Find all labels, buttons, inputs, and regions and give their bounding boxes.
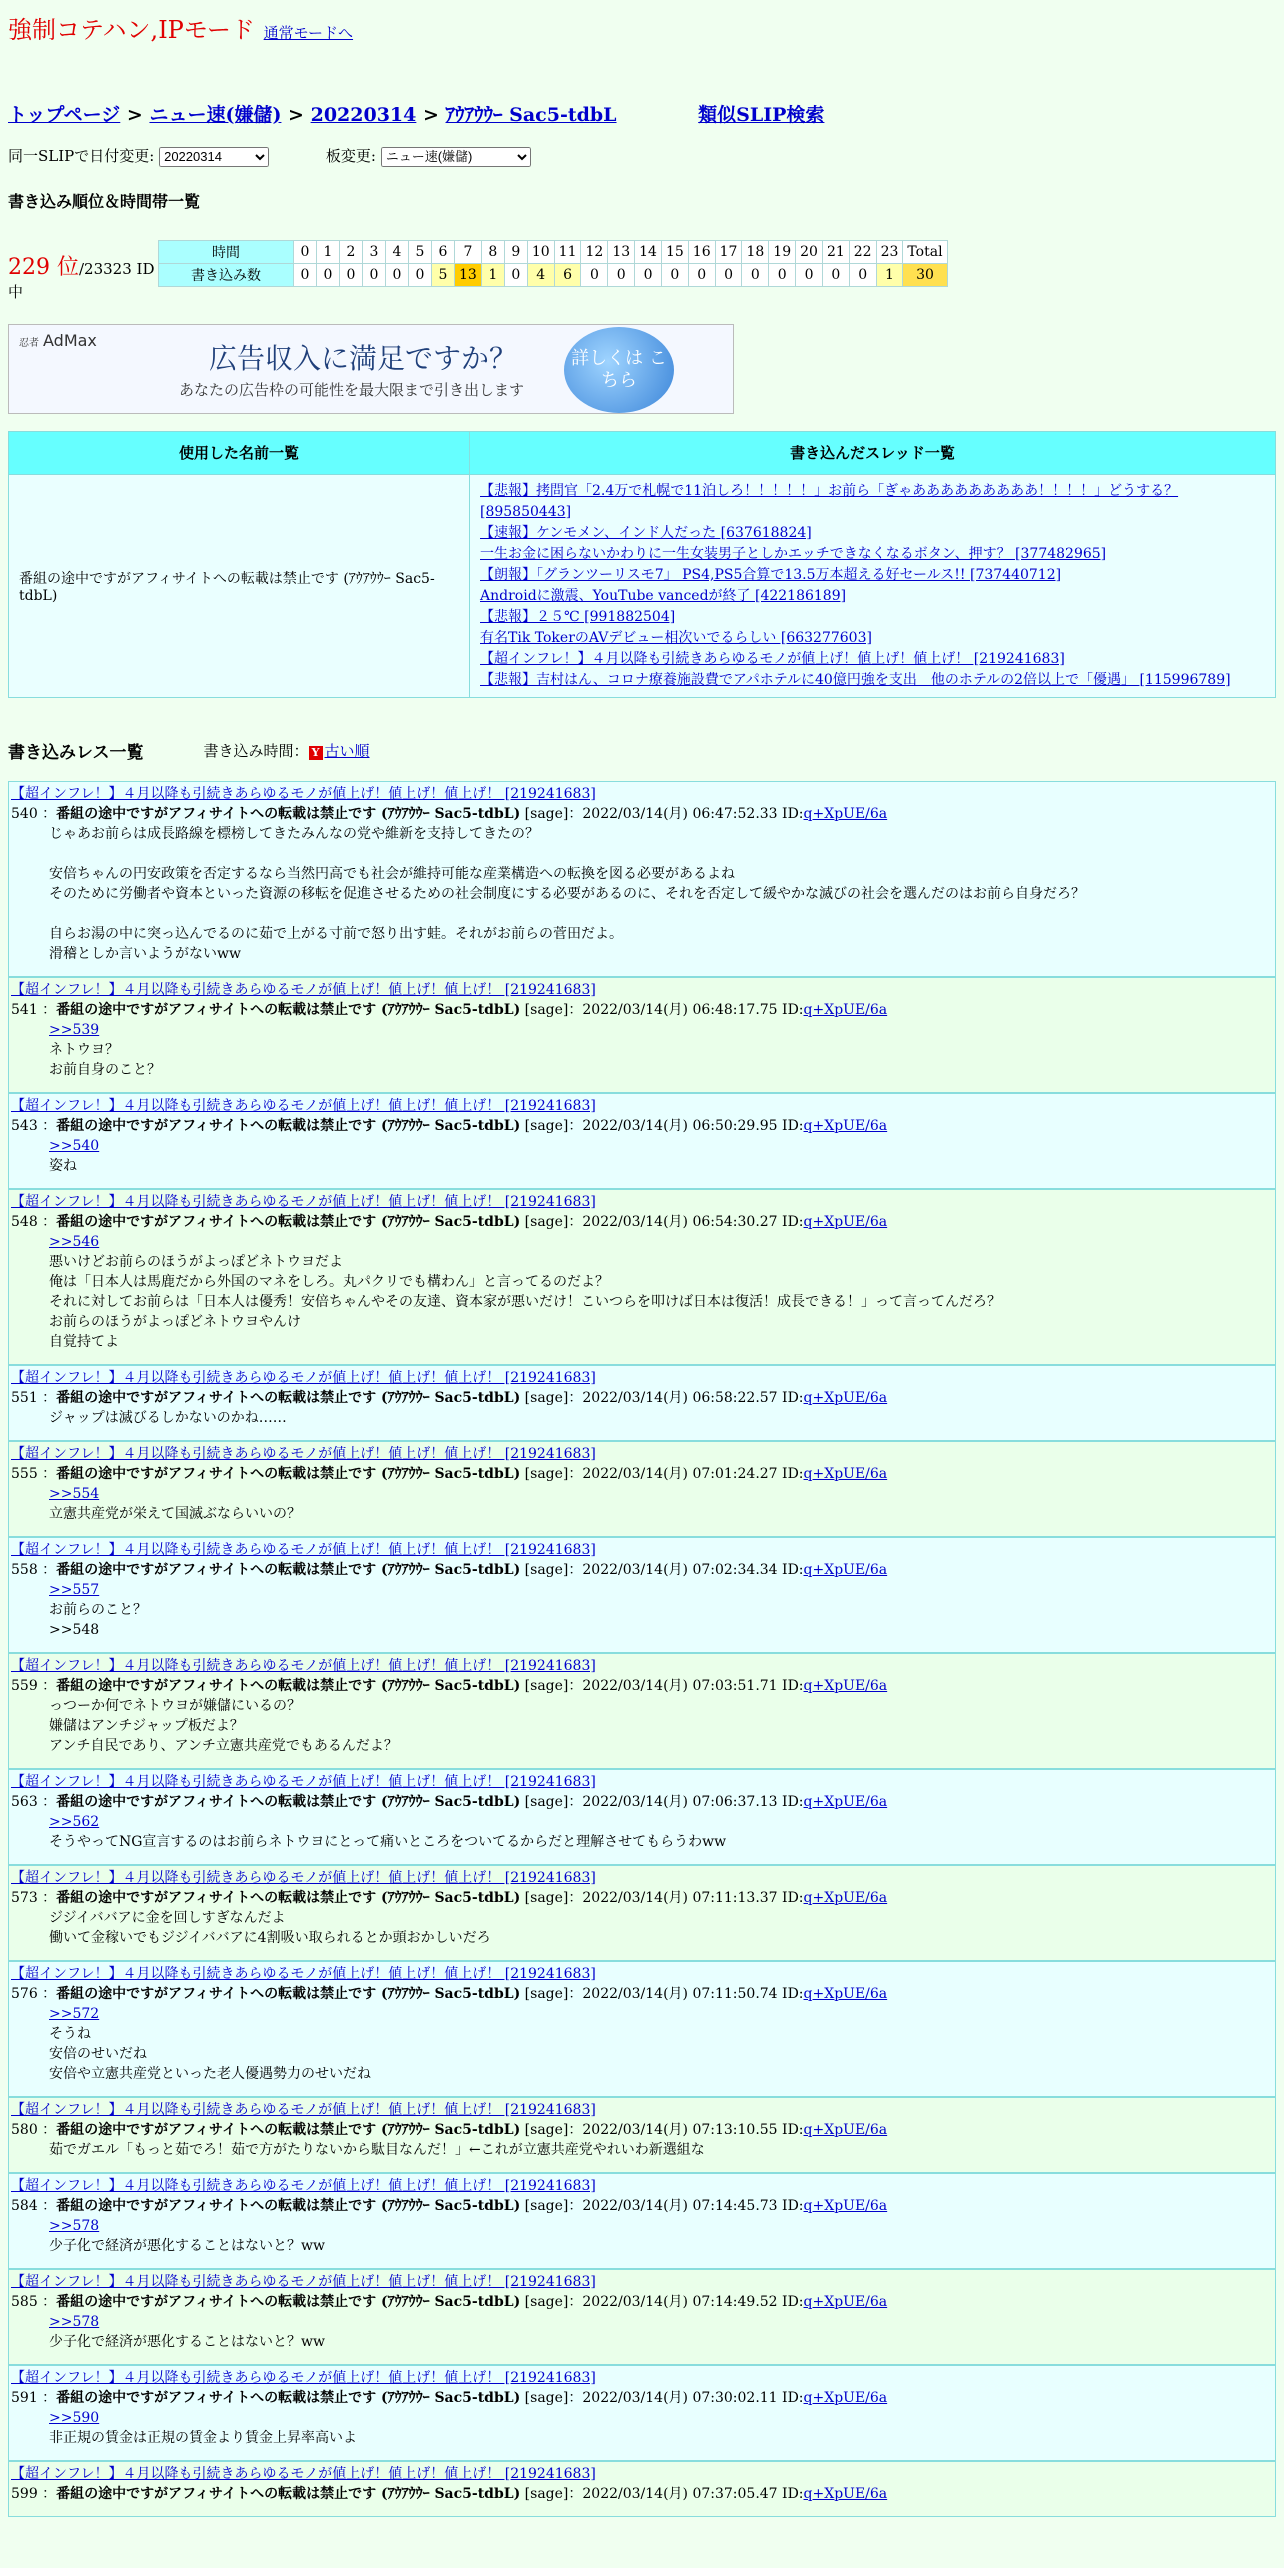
post-date: 2022/03/14(月) 07:13:10.55	[582, 2121, 783, 2138]
count-cell: 0	[504, 263, 527, 286]
poster-name: 番組の途中ですがアフィサイトへの転載は禁止です (ｱｳｱｳｳｰ Sac5-tdbL)	[56, 2293, 521, 2310]
count-cell: 0	[409, 263, 432, 286]
reply-anchor-link[interactable]: >>546	[49, 1233, 100, 1250]
hour-cell: 22	[849, 240, 876, 263]
count-cell: 0	[386, 263, 409, 286]
similar-slip-search-link[interactable]: 類似SLIP検索	[698, 104, 825, 126]
post-date: 2022/03/14(月) 06:48:17.75	[582, 1001, 783, 1018]
hour-cell: 13	[608, 240, 635, 263]
post-date: 2022/03/14(月) 07:01:24.27	[582, 1465, 783, 1482]
breadcrumb	[8, 100, 1276, 127]
post-meta	[11, 2292, 1275, 2312]
post-body: ジャップは滅びるしかないのかね……	[49, 1409, 287, 1426]
count-cell: 5	[432, 263, 455, 286]
reply-anchor-link[interactable]: >>572	[49, 2005, 100, 2022]
overview-table	[8, 431, 1276, 698]
post-id-label: ID:	[782, 1389, 804, 1406]
count-row-label: 書き込み数	[159, 263, 294, 286]
reply-anchor-link[interactable]: >>578	[49, 2313, 100, 2330]
post-item	[8, 1653, 1276, 1769]
overview-body-row	[9, 474, 1276, 697]
post-body: 立憲共産党が栄えて国滅ぶならいいの？	[49, 1505, 301, 1522]
count-cell: 0	[769, 263, 796, 286]
order-control	[204, 740, 370, 761]
post-item	[8, 1441, 1276, 1537]
post-item	[8, 2365, 1276, 2461]
post-number: 543 ：	[11, 1117, 57, 1134]
breadcrumb-top-link[interactable]: トップページ	[8, 104, 121, 126]
time-row-label: 時間	[159, 240, 294, 263]
oldest-first-link[interactable]: 古い順	[324, 741, 370, 760]
post-id-label: ID:	[782, 2293, 804, 2310]
poster-name: 番組の途中ですがアフィサイトへの転載は禁止です (ｱｳｱｳｳｰ Sac5-tdbL)	[56, 2389, 521, 2406]
post-body: 姿ね	[49, 1157, 77, 1174]
post-id-link[interactable]: q+XpUE/6a	[803, 2389, 888, 2406]
post-item	[8, 1537, 1276, 1653]
breadcrumb-separator: >	[281, 104, 311, 126]
post-id-label: ID:	[782, 805, 804, 822]
mode-title: 強制コテハン,IPモード	[8, 16, 255, 44]
hour-cell: 3	[363, 240, 386, 263]
post-date: 2022/03/14(月) 06:50:29.95	[582, 1117, 783, 1134]
post-meta	[11, 804, 1275, 824]
post-sage: [sage]：	[524, 1117, 583, 1134]
post-date: 2022/03/14(月) 07:03:51.71	[582, 1677, 783, 1694]
post-id-link[interactable]: q+XpUE/6a	[803, 2121, 888, 2138]
post-id-link[interactable]: q+XpUE/6a	[803, 2293, 888, 2310]
poster-name: 番組の途中ですがアフィサイトへの転載は禁止です (ｱｳｱｳｳｰ Sac5-tdbL)	[56, 1389, 521, 1406]
poster-name: 番組の途中ですがアフィサイトへの転載は禁止です (ｱｳｱｳｳｰ Sac5-tdbL)	[56, 1465, 521, 1482]
post-sage: [sage]：	[524, 2389, 583, 2406]
count-cell: 1	[481, 263, 504, 286]
thread-link[interactable]: 一生お金に困らないかわりに一生女装男子としかエッチできなくなるボタン、押す？ [377482965]	[480, 545, 1107, 562]
post-thread-link[interactable]: 【超インフレ！】４月以降も引続きあらゆるモノが値上げ！値上げ！値上げ！ [219241683]	[11, 1541, 596, 1558]
reply-anchor-link[interactable]: >>590	[49, 2409, 100, 2426]
post-body: ネトウヨ？ お前自身のこと？	[49, 1041, 161, 1078]
rank-heading: 書き込み順位＆時間帯一覧	[8, 191, 201, 211]
post-meta	[11, 1116, 1275, 1136]
poster-name: 番組の途中ですがアフィサイトへの転載は禁止です (ｱｳｱｳｳｰ Sac5-tdbL)	[56, 1561, 521, 1578]
hourly-post-table	[158, 240, 948, 287]
poster-name: 番組の途中ですがアフィサイトへの転載は禁止です (ｱｳｱｳｳｰ Sac5-tdbL)	[56, 1889, 521, 1906]
post-id-link[interactable]: q+XpUE/6a	[803, 1889, 888, 1906]
thread-link[interactable]: 【超インフレ！】４月以降も引続きあらゆるモノが値上げ！値上げ！値上げ！ [219241683]	[480, 650, 1065, 667]
hour-cell: 20	[796, 240, 823, 263]
post-number: 548 ：	[11, 1213, 57, 1230]
hour-cell: 15	[661, 240, 688, 263]
count-cell: 0	[715, 263, 742, 286]
count-cell: 0	[796, 263, 823, 286]
reply-anchor-link[interactable]: >>539	[49, 1021, 100, 1038]
poster-name: 番組の途中ですがアフィサイトへの転載は禁止です (ｱｳｱｳｳｰ Sac5-tdbL)	[56, 1677, 521, 1694]
post-number: 558 ：	[11, 1561, 57, 1578]
post-number: 584 ：	[11, 2197, 57, 2214]
post-id-link[interactable]: q+XpUE/6a	[803, 1985, 888, 2002]
post-sage: [sage]：	[524, 1889, 583, 1906]
hour-cell: 14	[635, 240, 662, 263]
hour-cell: 9	[504, 240, 527, 263]
post-sage: [sage]：	[524, 1677, 583, 1694]
breadcrumb-board-link[interactable]: ニュー速(嫌儲)	[149, 104, 282, 126]
post-thread-link[interactable]: 【超インフレ！】４月以降も引続きあらゆるモノが値上げ！値上げ！値上げ！ [219241683]	[11, 2465, 596, 2482]
hour-cell: 2	[340, 240, 363, 263]
post-number: 551 ：	[11, 1389, 57, 1406]
count-cell: 0	[742, 263, 769, 286]
post-id-link[interactable]: q+XpUE/6a	[803, 1389, 888, 1406]
hour-cell: 5	[409, 240, 432, 263]
post-sage: [sage]：	[524, 805, 583, 822]
count-cell: 0	[849, 263, 876, 286]
post-thread-link[interactable]: 【超インフレ！】４月以降も引続きあらゆるモノが値上げ！値上げ！値上げ！ [219241683]	[11, 1773, 596, 1790]
post-thread-link[interactable]: 【超インフレ！】４月以降も引続きあらゆるモノが値上げ！値上げ！値上げ！ [219241683]	[11, 1369, 596, 1386]
rank-summary	[8, 240, 158, 302]
post-id-label: ID:	[782, 1561, 804, 1578]
post-thread-link[interactable]: 【超インフレ！】４月以降も引続きあらゆるモノが値上げ！値上げ！値上げ！ [219241683]	[11, 1657, 596, 1674]
hour-cell: 11	[554, 240, 581, 263]
post-number: 540 ：	[11, 805, 57, 822]
post-body: そうやってNG宣言するのはお前らネトウヨにとって痛いところをついてるからだと理解させてもらうわww	[49, 1833, 727, 1850]
selector-row	[8, 145, 1276, 167]
poster-name: 番組の途中ですがアフィサイトへの転載は禁止です (ｱｳｱｳｳｰ Sac5-tdbL)	[56, 1793, 521, 1810]
post-number: 559 ：	[11, 1677, 57, 1694]
mode-header	[8, 0, 1276, 48]
thread-link[interactable]: 有名Tik TokerのAVデビュー相次いでるらしい [663277603]	[480, 629, 872, 646]
post-meta	[11, 1560, 1275, 1580]
count-cell: 0	[635, 263, 662, 286]
post-body: 非正規の賃金は正規の賃金より賃金上昇率高いよ	[49, 2429, 357, 2446]
post-number: 541 ：	[11, 1001, 57, 1018]
normal-mode-link[interactable]: 通常モードへ	[263, 24, 354, 42]
post-id-label: ID:	[782, 2121, 804, 2138]
post-id-link[interactable]: q+XpUE/6a	[803, 805, 888, 822]
ad-detail-button[interactable]: 詳しくは こちら	[564, 327, 674, 413]
hour-cell: 19	[769, 240, 796, 263]
post-id-label: ID:	[782, 1213, 804, 1230]
post-sage: [sage]：	[524, 2197, 583, 2214]
sort-order-icon: Y	[309, 746, 323, 760]
hour-cell: 8	[481, 240, 504, 263]
breadcrumb-separator: >	[416, 104, 446, 126]
post-body: じゃあお前らは成長路線を標榜してきたみんなの党や維新を支持してきたの？ 安倍ちゃんの円安政策を否定するなら当然円高でも社会が維持可能な産業構造への転換を図る必要があるよね そのために労働者や資本といった資源の移転を促進させるための社会制度にする必要があるのに、それを否定して緩やかな滅びの社会を選んだのはお前ら自身だろ？ 自らお湯の中に突っ込んでるのに茹で上がる寸前で怒り出す蛙。それがお前らの菅田だよ。 滑稽としか言いようがないww	[49, 825, 1085, 962]
post-meta	[11, 2484, 1275, 2504]
post-id-link[interactable]: q+XpUE/6a	[803, 1213, 888, 1230]
hour-cell: 18	[742, 240, 769, 263]
count-cell: 0	[317, 263, 340, 286]
reply-anchor-link[interactable]: >>540	[49, 1137, 100, 1154]
count-cell: 0	[340, 263, 363, 286]
post-date: 2022/03/14(月) 07:06:37.13	[582, 1793, 783, 1810]
breadcrumb-slip-link[interactable]: ｱｳｱｳｳｰ Sac5-tdbL	[445, 104, 617, 126]
post-item	[8, 2269, 1276, 2365]
post-thread-link[interactable]: 【超インフレ！】４月以降も引続きあらゆるモノが値上げ！値上げ！値上げ！ [219241683]	[11, 1965, 596, 1982]
post-body: ジジイババアに金を回しすぎなんだよ 働いて金稼いでもジジイババアに4割吸い取られるとか頭おかしいだろ	[49, 1909, 491, 1946]
post-item	[8, 1769, 1276, 1865]
poster-name: 番組の途中ですがアフィサイトへの転載は禁止です (ｱｳｱｳｳｰ Sac5-tdbL)	[56, 1117, 521, 1134]
post-meta	[11, 2388, 1275, 2408]
breadcrumb-date-link[interactable]: 20220314	[310, 104, 417, 126]
post-sage: [sage]：	[524, 1389, 583, 1406]
thread-link[interactable]: 【悲報】吉村はん、コロナ療養施設費でアパホテルに40億円強を支出 他のホテルの2倍以上で「優遇」 [115996789]	[480, 671, 1231, 688]
post-thread-link[interactable]: 【超インフレ！】４月以降も引続きあらゆるモノが値上げ！値上げ！値上げ！ [219241683]	[11, 1445, 596, 1462]
used-name-cell: 番組の途中ですがアフィサイトへの転載は禁止です (ｱｳｱｳｳｰ Sac5-tdbL)	[9, 474, 470, 697]
thread-link[interactable]: 【朗報】「グランツーリスモ7」 PS4,PS5合算で13.5万本超える好セールス!! [737440712]	[480, 566, 1062, 583]
post-number: 599 ：	[11, 2485, 57, 2502]
ad-subtext: あなたの広告枠の可能性を最大限まで引き出します	[179, 380, 525, 399]
post-id-link[interactable]: q+XpUE/6a	[803, 2197, 888, 2214]
hour-cell: 12	[581, 240, 608, 263]
thread-link[interactable]: 【速報】ケンモメン、インド人だった [637618824]	[480, 524, 812, 541]
post-id-label: ID:	[782, 1117, 804, 1134]
post-date: 2022/03/14(月) 07:14:49.52	[582, 2293, 783, 2310]
count-cell: 0	[688, 263, 715, 286]
breadcrumb-separator: >	[120, 104, 150, 126]
hour-cell: 6	[432, 240, 455, 263]
rank-position: 229 位	[8, 254, 79, 280]
names-column-header: 使用した名前一覧	[9, 431, 470, 474]
post-thread-link[interactable]: 【超インフレ！】４月以降も引続きあらゆるモノが値上げ！値上げ！値上げ！ [219241683]	[11, 1193, 596, 1210]
post-sage: [sage]：	[524, 1793, 583, 1810]
count-cell: 0	[363, 263, 386, 286]
ad-brand-small: 忍者	[19, 337, 39, 349]
date-select[interactable]	[159, 147, 269, 167]
count-cell: 0	[608, 263, 635, 286]
count-cell: 6	[554, 263, 581, 286]
post-item	[8, 977, 1276, 1093]
post-id-label: ID:	[782, 2485, 804, 2502]
hour-cell: 1	[317, 240, 340, 263]
reply-anchor-link[interactable]: >>578	[49, 2217, 100, 2234]
date-change-label: 同一SLIPで日付変更:	[8, 147, 155, 165]
hour-cell: 17	[715, 240, 742, 263]
poster-name: 番組の途中ですがアフィサイトへの転載は禁止です (ｱｳｱｳｳｰ Sac5-tdbL)	[56, 1213, 521, 1230]
hour-cell: 7	[455, 240, 482, 263]
count-cell: 13	[455, 263, 482, 286]
post-id-link[interactable]: q+XpUE/6a	[803, 1793, 888, 1810]
ad-headline: 広告収入に満足ですか？	[209, 341, 518, 375]
overview-header-row	[9, 431, 1276, 474]
count-cell: 0	[581, 263, 608, 286]
post-body: 少子化で経済が悪化することはないと？ww	[49, 2333, 325, 2350]
post-sage: [sage]：	[524, 1985, 583, 2002]
poster-name: 番組の途中ですがアフィサイトへの転載は禁止です (ｱｳｱｳｳｰ Sac5-tdbL)	[56, 2197, 521, 2214]
post-id-link[interactable]: q+XpUE/6a	[803, 1001, 888, 1018]
order-label: 書き込み時間：	[203, 741, 309, 760]
ad-brand-name: AdMax	[43, 330, 97, 350]
post-item	[8, 1189, 1276, 1365]
post-sage: [sage]：	[524, 1001, 583, 1018]
post-item	[8, 2097, 1276, 2173]
rank-area	[8, 240, 1276, 302]
post-thread-link[interactable]: 【超インフレ！】４月以降も引続きあらゆるモノが値上げ！値上げ！値上げ！ [219241683]	[11, 2101, 596, 2118]
post-meta	[11, 1888, 1275, 1908]
post-item	[8, 781, 1276, 977]
post-number: 563 ：	[11, 1793, 57, 1810]
post-meta	[11, 1676, 1275, 1696]
post-meta	[11, 2120, 1275, 2140]
post-number: 555 ：	[11, 1465, 57, 1482]
post-meta	[11, 1792, 1275, 1812]
post-body: お前らのこと？ >>548	[49, 1601, 147, 1638]
post-item	[8, 1365, 1276, 1441]
thread-link[interactable]: 【悲報】２５℃ [991882504]	[480, 608, 676, 625]
post-sage: [sage]：	[524, 2485, 583, 2502]
reply-anchor-link[interactable]: >>554	[49, 1485, 100, 1502]
post-date: 2022/03/14(月) 07:14:45.73	[582, 2197, 783, 2214]
post-id-label: ID:	[782, 1889, 804, 1906]
post-date: 2022/03/14(月) 06:58:22.57	[582, 1389, 783, 1406]
post-number: 591 ：	[11, 2389, 57, 2406]
post-meta	[11, 2196, 1275, 2216]
poster-name: 番組の途中ですがアフィサイトへの転載は禁止です (ｱｳｱｳｳｰ Sac5-tdbL)	[56, 805, 521, 822]
hours-row	[159, 240, 948, 263]
post-thread-link[interactable]: 【超インフレ！】４月以降も引続きあらゆるモノが値上げ！値上げ！値上げ！ [219241683]	[11, 981, 596, 998]
post-thread-link[interactable]: 【超インフレ！】４月以降も引続きあらゆるモノが値上げ！値上げ！値上げ！ [219241683]	[11, 785, 596, 802]
poster-name: 番組の途中ですがアフィサイトへの転載は禁止です (ｱｳｱｳｳｰ Sac5-tdbL)	[56, 2485, 521, 2502]
post-id-label: ID:	[782, 1465, 804, 1482]
post-sage: [sage]：	[524, 1561, 583, 1578]
res-list-heading: 書き込みレス一覧	[8, 742, 144, 763]
post-date: 2022/03/14(月) 07:30:02.11	[582, 2389, 783, 2406]
threads-column-header: 書き込んだスレッド一覧	[470, 431, 1276, 474]
count-cell: 4	[527, 263, 554, 286]
post-date: 2022/03/14(月) 07:02:34.34	[582, 1561, 783, 1578]
thread-link[interactable]: 【悲報】拷問官「2.4万で札幌で11泊しろ！！！！！」お前ら「ぎゃあああああああああ！！！！」どうする？ [895850443]	[480, 482, 1179, 520]
post-date: 2022/03/14(月) 07:37:05.47	[582, 2485, 783, 2502]
post-thread-link[interactable]: 【超インフレ！】４月以降も引続きあらゆるモノが値上げ！値上げ！値上げ！ [219241683]	[11, 1869, 596, 1886]
post-body: そうね 安倍のせいだね 安倍や立憲共産党といった老人優遇勢力のせいだね	[49, 2025, 371, 2082]
reply-anchor-link[interactable]: >>562	[49, 1813, 100, 1830]
post-sage: [sage]：	[524, 2121, 583, 2138]
post-thread-link[interactable]: 【超インフレ！】４月以降も引続きあらゆるモノが値上げ！値上げ！値上げ！ [219241683]	[11, 2369, 596, 2386]
thread-list-cell	[470, 474, 1276, 697]
ad-brand	[19, 331, 97, 350]
poster-name: 番組の途中ですがアフィサイトへの転載は禁止です (ｱｳｱｳｳｰ Sac5-tdbL)	[56, 2121, 521, 2138]
post-number: 573 ：	[11, 1889, 57, 1906]
rank-total-ids: /23323 ID中	[8, 259, 155, 301]
reply-anchor-link[interactable]: >>557	[49, 1581, 100, 1598]
post-meta	[11, 1000, 1275, 1020]
counts-row	[159, 263, 948, 286]
post-item	[8, 2173, 1276, 2269]
post-list	[8, 781, 1276, 2517]
post-id-link[interactable]: q+XpUE/6a	[803, 1561, 888, 1578]
count-cell: 0	[294, 263, 317, 286]
post-meta	[11, 1388, 1275, 1408]
post-item	[8, 2461, 1276, 2517]
post-meta	[11, 1212, 1275, 1232]
post-body: 悪いけどお前らのほうがよっぽどネトウヨだよ 俺は「日本人は馬鹿だから外国のマネをしろ。丸パクリでも構わん」と言ってるのだよ？ それに対してお前らは「日本人は優秀！安倍ちゃんやその友達、資本家が悪いだけ！こいつらを叩けば日本は復活！成長できる！」って言ってんだろ？ お前らのほうがよっぽどネトウヨやんけ 自覚持てよ	[49, 1253, 1001, 1350]
post-id-link[interactable]: q+XpUE/6a	[803, 1677, 888, 1694]
post-number: 580 ：	[11, 2121, 57, 2138]
post-number: 576 ：	[11, 1985, 57, 2002]
post-body: っつーか何でネトウヨが嫌儲にいるの？ 嫌儲はアンチジャップ板だよ？ アンチ自民であり、アンチ立憲共産党でもあるんだよ？	[49, 1697, 398, 1754]
poster-name: 番組の途中ですがアフィサイトへの転載は禁止です (ｱｳｱｳｳｰ Sac5-tdbL)	[56, 1985, 521, 2002]
post-id-link[interactable]: q+XpUE/6a	[803, 1465, 888, 1482]
admax-ad-banner[interactable]	[8, 324, 734, 414]
post-sage: [sage]：	[524, 1213, 583, 1230]
post-id-label: ID:	[782, 2197, 804, 2214]
hour-cell: Total	[903, 240, 947, 263]
post-date: 2022/03/14(月) 07:11:50.74	[582, 1985, 783, 2002]
thread-link[interactable]: Androidに激震、YouTube vancedが終了 [422186189]	[480, 587, 847, 604]
post-date: 2022/03/14(月) 06:54:30.27	[582, 1213, 783, 1230]
post-meta	[11, 1984, 1275, 2004]
count-cell: 0	[661, 263, 688, 286]
post-sage: [sage]：	[524, 2293, 583, 2310]
poster-name: 番組の途中ですがアフィサイトへの転載は禁止です (ｱｳｱｳｳｰ Sac5-tdbL)	[56, 1001, 521, 1018]
hour-cell: 16	[688, 240, 715, 263]
post-item	[8, 1865, 1276, 1961]
post-date: 2022/03/14(月) 06:47:52.33	[582, 805, 783, 822]
post-date: 2022/03/14(月) 07:11:13.37	[582, 1889, 783, 1906]
post-item	[8, 1093, 1276, 1189]
post-body: 茹でガエル「もっと茹でろ！茹で方がたりないから駄目なんだ！」←これが立憲共産党やれいわ新選組な	[49, 2141, 705, 2158]
hour-cell: 0	[294, 240, 317, 263]
post-thread-link[interactable]: 【超インフレ！】４月以降も引続きあらゆるモノが値上げ！値上げ！値上げ！ [219241683]	[11, 1097, 596, 1114]
count-cell: 0	[822, 263, 849, 286]
count-cell: 1	[876, 263, 903, 286]
post-id-label: ID:	[782, 1001, 804, 1018]
post-body: 少子化で経済が悪化することはないと？ww	[49, 2237, 325, 2254]
post-meta	[11, 1464, 1275, 1484]
post-number: 585 ：	[11, 2293, 57, 2310]
post-id-label: ID:	[782, 1985, 804, 2002]
post-item	[8, 1961, 1276, 2097]
post-sage: [sage]：	[524, 1465, 583, 1482]
post-id-label: ID:	[782, 1793, 804, 1810]
board-change-label: 板変更:	[325, 147, 376, 165]
post-thread-link[interactable]: 【超インフレ！】４月以降も引続きあらゆるモノが値上げ！値上げ！値上げ！ [219241683]	[11, 2177, 596, 2194]
post-thread-link[interactable]: 【超インフレ！】４月以降も引続きあらゆるモノが値上げ！値上げ！値上げ！ [219241683]	[11, 2273, 596, 2290]
post-id-link[interactable]: q+XpUE/6a	[803, 1117, 888, 1134]
hour-cell: 10	[527, 240, 554, 263]
hour-cell: 21	[822, 240, 849, 263]
hour-cell: 4	[386, 240, 409, 263]
count-cell: 30	[903, 263, 947, 286]
post-id-label: ID:	[782, 1677, 804, 1694]
hour-cell: 23	[876, 240, 903, 263]
res-list-header	[8, 738, 1276, 763]
post-id-label: ID:	[782, 2389, 804, 2406]
post-id-link[interactable]: q+XpUE/6a	[803, 2485, 888, 2502]
board-select[interactable]	[381, 147, 531, 167]
